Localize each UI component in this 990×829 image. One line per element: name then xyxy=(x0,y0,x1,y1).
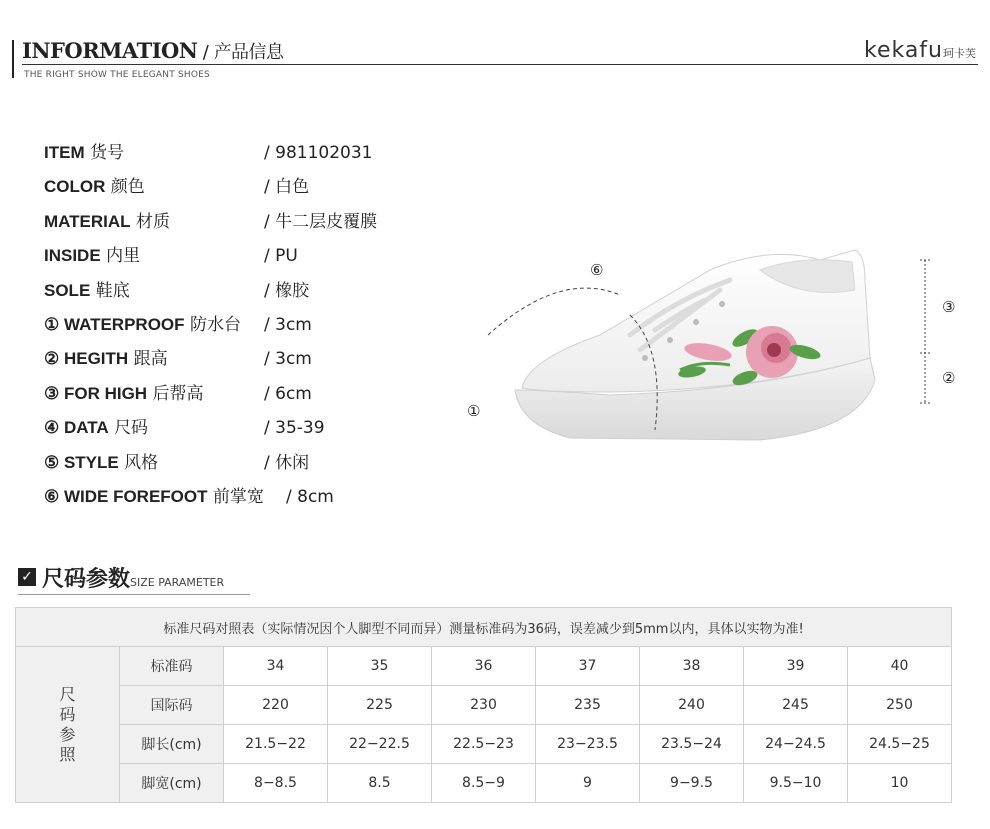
table-cell: 22−22.5 xyxy=(328,725,432,764)
table-cell: 220 xyxy=(224,686,328,725)
spec-value: / 橡胶 xyxy=(264,280,310,301)
table-cell: 22.5−23 xyxy=(432,725,536,764)
spec-row xyxy=(44,486,464,520)
table-row xyxy=(16,764,952,803)
spec-value: / PU xyxy=(264,246,298,267)
table-cell: 245 xyxy=(744,686,848,725)
spec-label-en: ④ DATA xyxy=(44,418,109,438)
table-row xyxy=(16,686,952,725)
table-cell: 21.5−22 xyxy=(224,725,328,764)
spec-label-cn: 材质 xyxy=(135,211,170,232)
spec-value: / 3cm xyxy=(264,349,312,370)
row-header: 脚长(cm) xyxy=(120,725,224,764)
spec-row xyxy=(44,211,464,245)
spec-value: / 35-39 xyxy=(264,418,325,439)
spec-value: / 白色 xyxy=(264,177,310,198)
spec-value: / 6cm xyxy=(264,383,312,404)
side-char: 尺 xyxy=(59,684,76,704)
table-cell: 38 xyxy=(640,647,744,686)
spec-label-en: INSIDE xyxy=(44,246,101,266)
spec-value: / 休闲 xyxy=(264,452,310,473)
spec-label-en: ITEM xyxy=(44,143,85,162)
brand-logo-en: kekafu xyxy=(863,38,943,63)
page-title xyxy=(22,38,284,64)
size-table-caption: 标准尺码对照表（实际情况因个人脚型不同而异）测量标准码为36码，误差减少到5mm以内，具体以实物为准! xyxy=(16,608,952,647)
table-cell: 23−23.5 xyxy=(536,725,640,764)
table-cell: 8.5 xyxy=(328,764,432,803)
shoe-image xyxy=(460,240,980,470)
side-char: 码 xyxy=(59,704,76,724)
spec-label-cn: 后帮高 xyxy=(152,383,204,404)
table-cell: 36 xyxy=(432,647,536,686)
spec-label-cn: 跟高 xyxy=(133,349,168,370)
header-accent-bar xyxy=(12,40,14,78)
check-box-icon xyxy=(18,568,36,586)
spec-value: / 981102031 xyxy=(264,143,373,163)
header-divider xyxy=(22,64,978,65)
table-cell: 23.5−24 xyxy=(640,725,744,764)
spec-row xyxy=(44,245,464,279)
spec-label-cn: 防水台 xyxy=(189,314,241,335)
side-char: 参 xyxy=(59,724,76,744)
spec-row xyxy=(44,383,464,417)
table-cell: 10 xyxy=(848,764,952,803)
table-cell: 225 xyxy=(328,686,432,725)
row-header: 国际码 xyxy=(120,686,224,725)
spec-row xyxy=(44,348,464,382)
spec-label-en: ① WATERPROOF xyxy=(44,314,185,334)
size-title-en: SIZE PARAMETER xyxy=(130,576,225,589)
brand-logo xyxy=(864,38,976,63)
shoe-marker-6: ⑥ xyxy=(590,261,604,279)
spec-label-en: COLOR xyxy=(44,177,106,197)
spec-row xyxy=(44,280,464,314)
spec-row xyxy=(44,314,464,348)
spec-label-en: SOLE xyxy=(44,280,91,300)
spec-label-en: ⑤ STYLE xyxy=(44,452,119,472)
spec-row xyxy=(44,452,464,486)
spec-row xyxy=(44,417,464,451)
size-side-label xyxy=(16,647,120,803)
spec-value: / 3cm xyxy=(264,314,312,335)
spec-label-en: ② HEGITH xyxy=(44,349,129,369)
spec-row xyxy=(44,176,464,210)
size-title-cn: 尺码参数 xyxy=(42,567,131,592)
spec-label-en: MATERIAL xyxy=(44,211,131,231)
size-title-underline xyxy=(18,594,250,595)
spec-label-cn: 颜色 xyxy=(110,177,145,198)
shoe-marker-1: ① xyxy=(467,402,481,420)
size-table xyxy=(15,607,952,803)
spec-row xyxy=(44,142,464,176)
table-row xyxy=(16,725,952,764)
table-cell: 39 xyxy=(744,647,848,686)
spec-value: / 牛二层皮覆膜 xyxy=(264,211,378,232)
size-section-title xyxy=(42,562,224,593)
shoe-marker-3: ③ xyxy=(942,298,956,316)
shoe-marker-2: ② xyxy=(942,369,956,387)
table-cell: 40 xyxy=(848,647,952,686)
table-cell: 250 xyxy=(848,686,952,725)
table-cell: 35 xyxy=(328,647,432,686)
spec-label-cn: 尺码 xyxy=(114,418,149,439)
title-en: INFORMATION xyxy=(22,38,198,63)
spec-label-cn: 前掌宽 xyxy=(212,486,264,507)
table-cell: 9 xyxy=(536,764,640,803)
table-cell: 24−24.5 xyxy=(744,725,848,764)
check-glyph: ✓ xyxy=(21,569,33,585)
spec-label-en: ③ FOR HIGH xyxy=(44,383,148,403)
table-cell: 235 xyxy=(536,686,640,725)
spec-value: / 8cm xyxy=(286,486,334,507)
row-header: 脚宽(cm) xyxy=(120,764,224,803)
table-cell: 9.5−10 xyxy=(744,764,848,803)
spec-label-en: ⑥ WIDE FOREFOOT xyxy=(44,486,208,506)
spec-label-cn: 内里 xyxy=(106,246,141,267)
table-cell: 8−8.5 xyxy=(224,764,328,803)
table-cell: 230 xyxy=(432,686,536,725)
page-subtitle: THE RIGHT SHOW THE ELEGANT SHOES xyxy=(24,70,210,80)
table-cell: 34 xyxy=(224,647,328,686)
spec-list xyxy=(44,142,464,520)
table-cell: 240 xyxy=(640,686,744,725)
height-guide xyxy=(920,260,930,403)
table-cell: 9−9.5 xyxy=(640,764,744,803)
width-guide-curve xyxy=(488,288,620,335)
table-row xyxy=(16,647,952,686)
table-cell: 24.5−25 xyxy=(848,725,952,764)
side-char: 照 xyxy=(59,744,76,764)
spec-label-cn: 货号 xyxy=(90,143,125,163)
row-header: 标准码 xyxy=(120,647,224,686)
title-cn: 产品信息 xyxy=(213,42,284,63)
title-sep: / xyxy=(202,42,209,63)
table-caption-row xyxy=(16,608,952,647)
spec-label-cn: 风格 xyxy=(124,452,159,473)
table-cell: 8.5−9 xyxy=(432,764,536,803)
brand-logo-cn: 珂卡芙 xyxy=(943,47,976,60)
spec-label-cn: 鞋底 xyxy=(95,280,130,301)
table-cell: 37 xyxy=(536,647,640,686)
